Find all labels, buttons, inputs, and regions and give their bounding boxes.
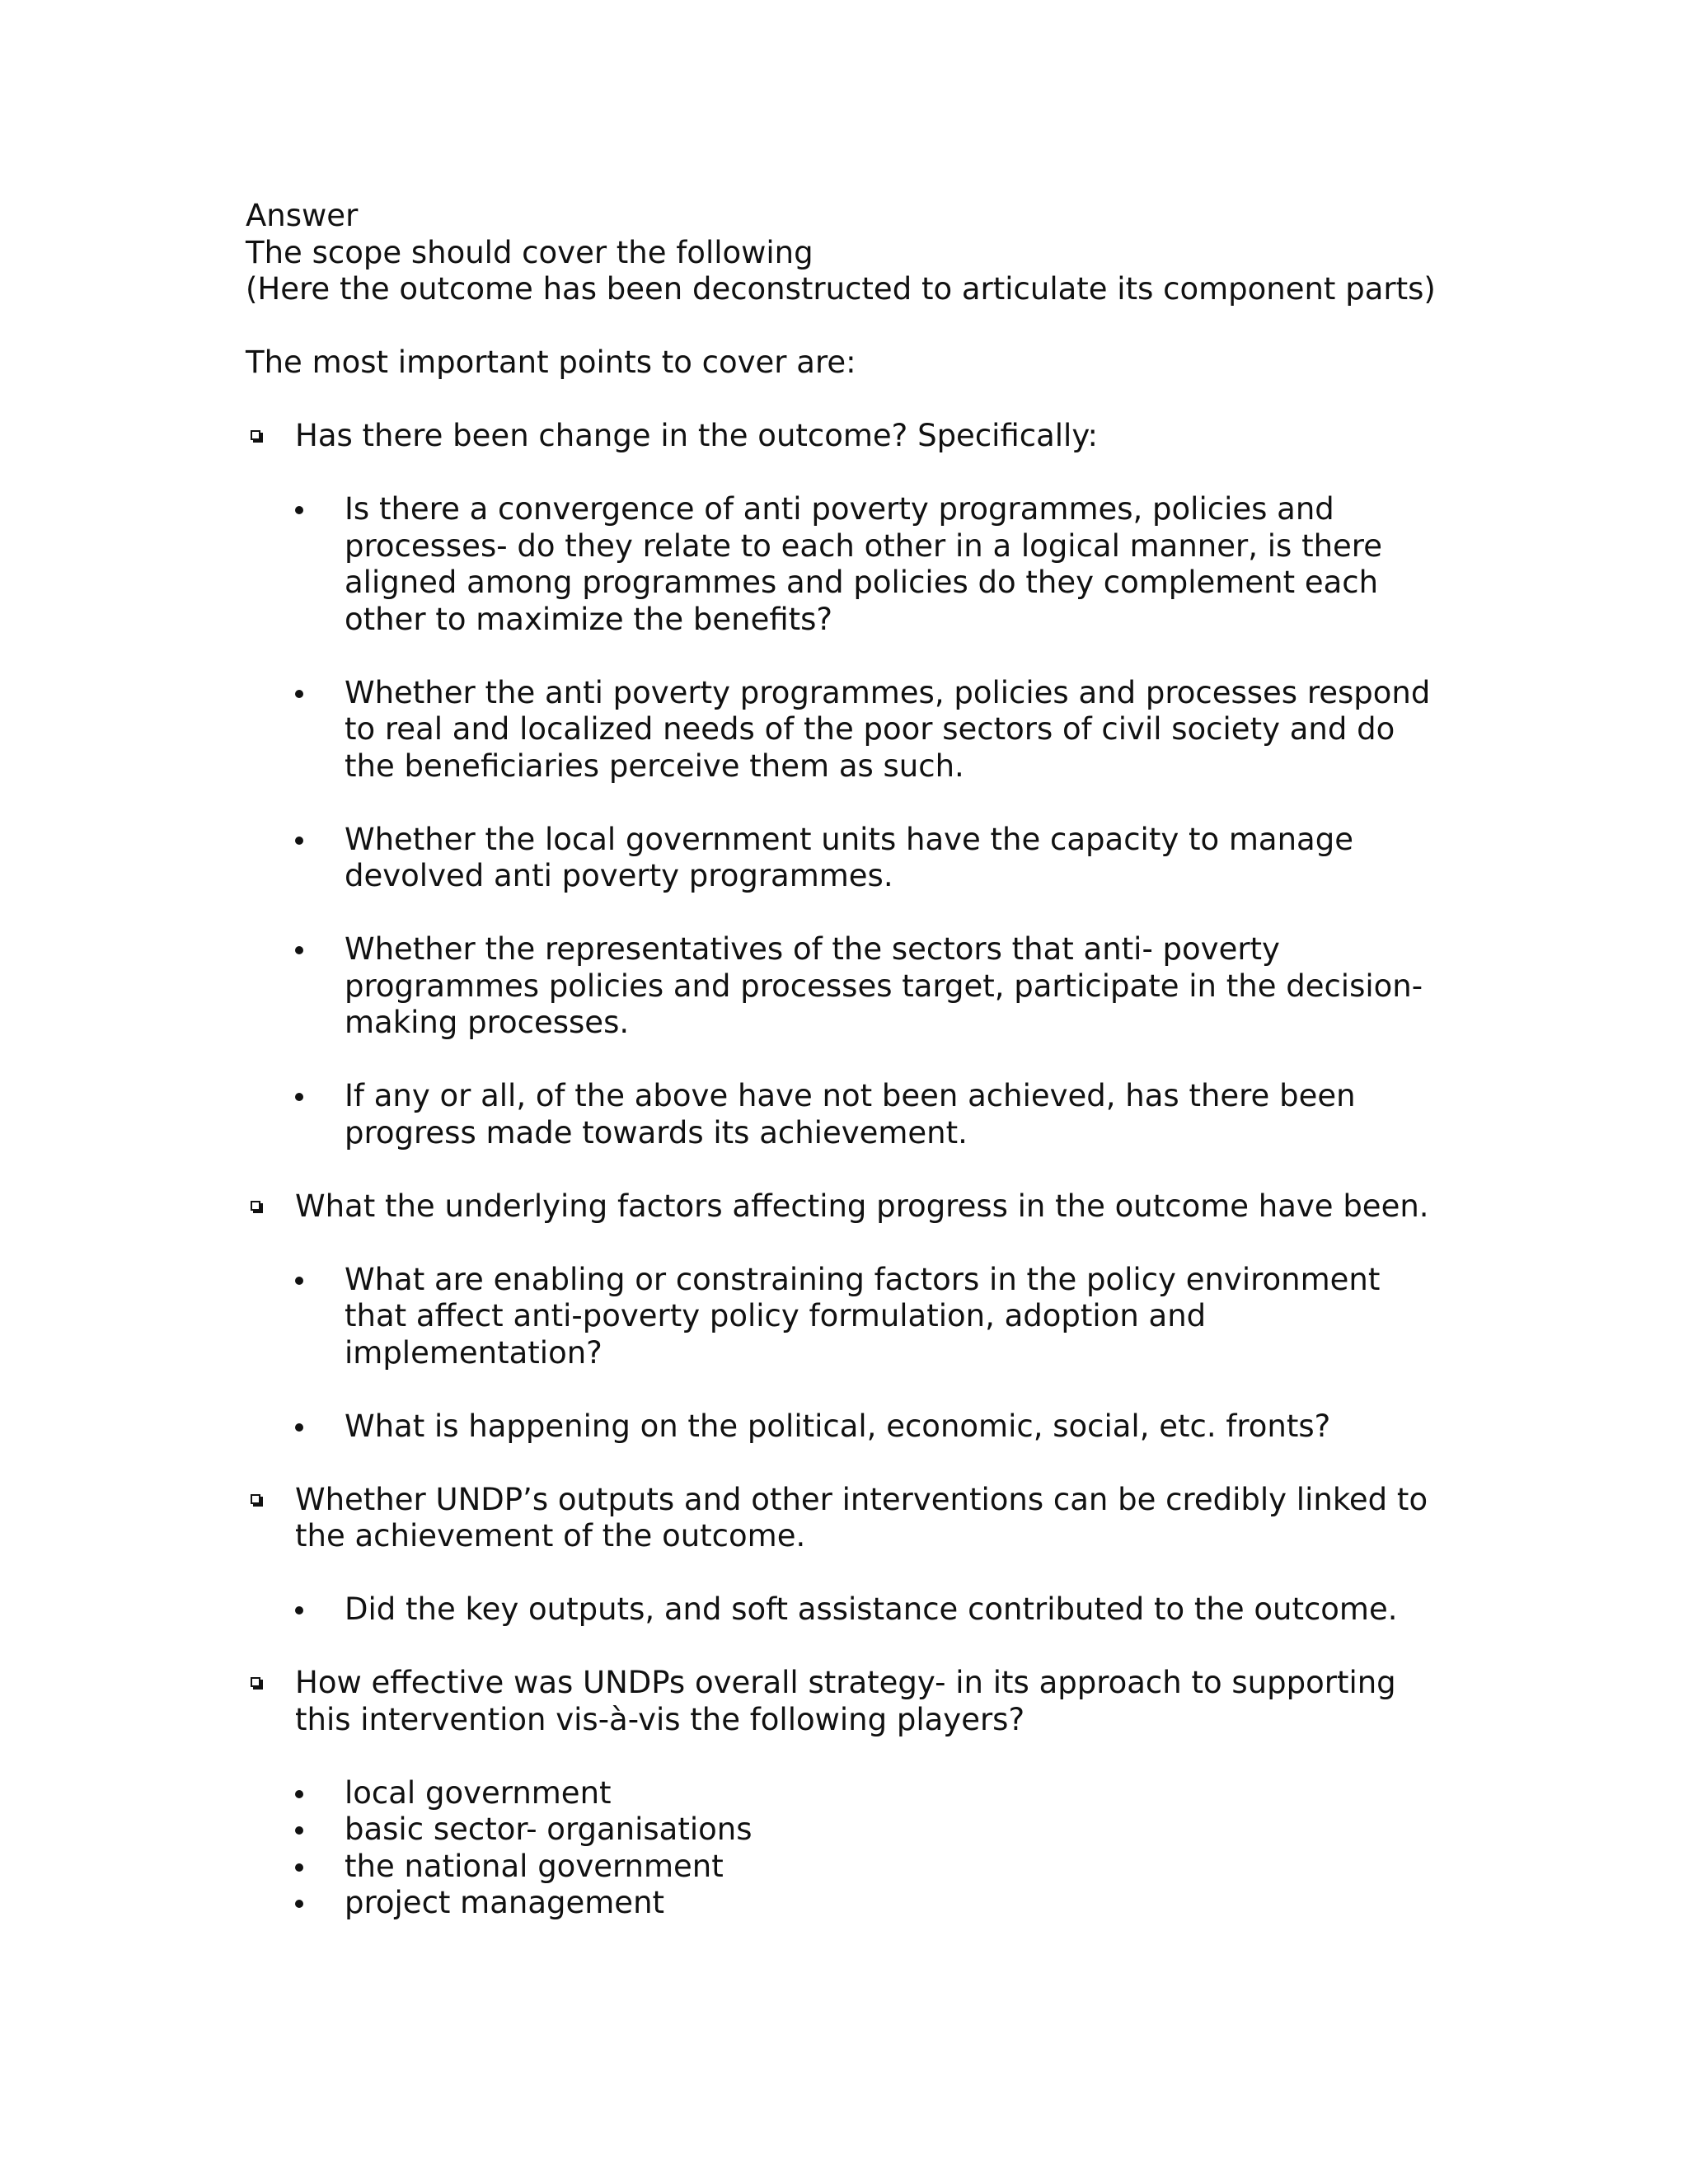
list-item: [295, 1775, 1449, 1812]
section-title: Whether UNDP’s outputs and other interventions can be credibly linked to: [295, 1481, 1428, 1517]
list-item-text: What is happening on the political, economic, social, etc. fronts?: [345, 1408, 1331, 1444]
section-undp-outputs: [246, 1482, 1449, 1555]
list-item-text: If any or all, of the above have not been achieved, has there been: [345, 1078, 1356, 1113]
bullet-dot-icon: [295, 506, 303, 514]
list-item-text: devolved anti poverty programmes.: [345, 858, 893, 893]
list-item-text: aligned among programmes and policies do they complement each: [345, 565, 1379, 600]
bullet-dot-icon: [295, 1606, 303, 1615]
list-item-text: programmes policies and processes target, participate in the decision-: [345, 968, 1423, 1004]
section-undp-strategy: [246, 1665, 1449, 1738]
list-item-text: What are enabling or constraining factors in the policy environment: [345, 1261, 1381, 1297]
section-title: How effective was UNDPs overall strategy- in its approach to supporting: [295, 1665, 1396, 1700]
scope-note: (Here the outcome has been deconstructed to articulate its component parts): [246, 271, 1436, 307]
list-item-text: Is there a convergence of anti poverty programmes, policies and: [345, 491, 1334, 527]
section-title: What the underlying factors affecting progress in the outcome have been.: [295, 1188, 1429, 1224]
list-item-text: Did the key outputs, and soft assistance contributed to the outcome.: [345, 1591, 1398, 1627]
list-item-text: other to maximize the benefits?: [345, 601, 833, 637]
list-item: [295, 1885, 1449, 1922]
list-item: [295, 1408, 1449, 1446]
points-lead: The most important points to cover are:: [246, 344, 856, 380]
list-item: [295, 1262, 1449, 1372]
section-title: Has there been change in the outcome? Specifically:: [295, 418, 1098, 453]
bullet-dot-icon: [295, 690, 303, 698]
checkbox-bullet-icon: [251, 1677, 260, 1687]
section-title: the achievement of the outcome.: [295, 1518, 806, 1554]
section-change-in-outcome: [246, 418, 1449, 455]
list-item-text: local government: [345, 1774, 612, 1811]
document-body: [246, 198, 1449, 1922]
list-item-text: that affect anti-poverty policy formulation, adoption and: [345, 1298, 1207, 1333]
list-item-text: progress made towards its achievement.: [345, 1114, 968, 1151]
list-item-text: implementation?: [345, 1334, 603, 1371]
list-item-text: processes- do they relate to each other in a logical manner, is there: [345, 527, 1382, 564]
list-item-text: making processes.: [345, 1005, 630, 1040]
list-item: [295, 1849, 1449, 1886]
bullet-dot-icon: [295, 1826, 303, 1835]
list-item-text: Whether the representatives of the sectors that anti- poverty: [345, 931, 1280, 967]
list-item: [295, 1591, 1449, 1629]
checkbox-bullet-icon: [251, 1201, 260, 1211]
bullet-dot-icon: [295, 1093, 303, 1101]
list-item: [295, 1078, 1449, 1151]
list-item-text: project management: [345, 1885, 665, 1920]
list-item-text: Whether the local government units have the capacity to manage: [345, 821, 1353, 857]
section-title: this intervention vis-à-vis the following players?: [295, 1701, 1025, 1737]
list-item: [295, 822, 1449, 895]
checkbox-bullet-icon: [251, 430, 260, 440]
list-item: [295, 491, 1449, 638]
answer-heading: Answer: [246, 198, 359, 233]
bullet-dot-icon: [295, 946, 303, 954]
list-item-text: Whether the anti poverty programmes, policies and processes respond: [345, 674, 1431, 710]
bullet-dot-icon: [295, 1790, 303, 1798]
bullet-dot-icon: [295, 1900, 303, 1908]
list-item: [295, 931, 1449, 1042]
scope-statement: The scope should cover the following: [246, 234, 814, 270]
list-item: [295, 675, 1449, 785]
bullet-dot-icon: [295, 1863, 303, 1872]
list-item-text: to real and localized needs of the poor sectors of civil society and do: [345, 711, 1395, 747]
list-item-text: basic sector- organisations: [345, 1811, 753, 1847]
list-item: [295, 1811, 1449, 1849]
list-item-text: the beneficiaries perceive them as such.: [345, 748, 964, 784]
section-underlying-factors: [246, 1188, 1449, 1226]
checkbox-bullet-icon: [251, 1494, 260, 1504]
bullet-dot-icon: [295, 837, 303, 845]
bullet-dot-icon: [295, 1277, 303, 1285]
bullet-dot-icon: [295, 1423, 303, 1432]
list-item-text: the national government: [345, 1848, 724, 1884]
